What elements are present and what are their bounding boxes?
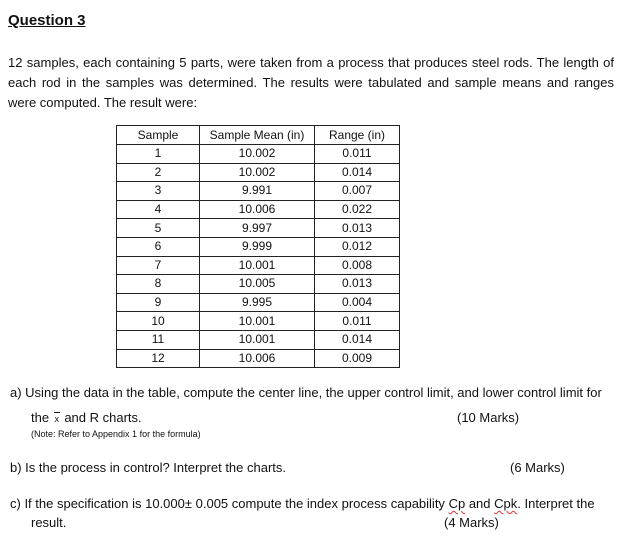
cell-sample-mean: 9.995 <box>200 293 315 312</box>
table-row <box>117 237 400 256</box>
cell-range: 0.011 <box>315 145 400 164</box>
cell-range: 0.022 <box>315 200 400 219</box>
cell-sample: 2 <box>117 163 200 182</box>
question-b-text: b) Is the process in control? Interpret the charts. <box>10 460 287 475</box>
question-a-suffix: and R charts. <box>64 410 142 425</box>
cell-sample: 10 <box>117 312 200 331</box>
cell-sample-mean: 10.001 <box>200 312 315 331</box>
cell-sample-mean: 10.006 <box>200 200 315 219</box>
question-title: Question 3 <box>8 12 86 29</box>
cell-range: 0.007 <box>315 182 400 201</box>
table-header-row <box>117 126 400 145</box>
cell-sample-mean: 10.001 <box>200 330 315 349</box>
question-c-marks: (4 Marks) <box>444 515 499 530</box>
table-row <box>117 256 400 275</box>
header-sample-mean: Sample Mean (in) <box>200 126 315 145</box>
question-c-text-b: . Interpret the <box>517 496 595 511</box>
question-c-text <box>10 496 595 511</box>
question-a-line2 <box>31 410 142 425</box>
cell-sample-mean: 10.001 <box>200 256 315 275</box>
cell-sample: 3 <box>117 182 200 201</box>
cell-sample-mean: 9.999 <box>200 237 315 256</box>
cell-sample-mean: 10.002 <box>200 145 315 164</box>
samples-table <box>116 125 400 368</box>
cell-sample: 9 <box>117 293 200 312</box>
cpk-term: Cpk <box>494 496 518 511</box>
question-c-and: and <box>468 496 491 511</box>
cell-sample: 5 <box>117 219 200 238</box>
cell-range: 0.011 <box>315 312 400 331</box>
question-c-text-a: c) If the specification is 10.000± 0.005 compute the index process capability <box>10 496 445 511</box>
table-row <box>117 312 400 331</box>
table-row <box>117 145 400 164</box>
table-row <box>117 163 400 182</box>
table-row <box>117 349 400 368</box>
table-row <box>117 219 400 238</box>
question-a-text: a) Using the data in the table, compute the center line, the upper control limit, and lower control limit for <box>10 385 602 400</box>
question-c-line2: result. <box>31 515 67 530</box>
table-row <box>117 330 400 349</box>
cell-sample: 4 <box>117 200 200 219</box>
cell-range: 0.014 <box>315 330 400 349</box>
cell-range: 0.013 <box>315 219 400 238</box>
cp-term: Cp <box>448 496 466 511</box>
cell-range: 0.014 <box>315 163 400 182</box>
cell-sample: 1 <box>117 145 200 164</box>
cell-sample: 7 <box>117 256 200 275</box>
table-row <box>117 275 400 294</box>
cell-sample-mean: 9.991 <box>200 182 315 201</box>
table-row <box>117 200 400 219</box>
question-intro: 12 samples, each containing 5 parts, were taken from a process that produces steel rods. The length of each rod in the samples was determined. The results were tabulated and sample means and ranges were computed. The result were: <box>8 55 614 110</box>
cell-sample: 11 <box>117 330 200 349</box>
cell-range: 0.009 <box>315 349 400 368</box>
table-row <box>117 293 400 312</box>
question-b-marks: (6 Marks) <box>510 460 565 475</box>
cell-range: 0.004 <box>315 293 400 312</box>
cell-sample: 6 <box>117 237 200 256</box>
cell-sample-mean: 10.005 <box>200 275 315 294</box>
table-body <box>117 145 400 368</box>
cell-sample: 12 <box>117 349 200 368</box>
cell-sample: 8 <box>117 275 200 294</box>
question-a-marks: (10 Marks) <box>457 410 520 425</box>
header-range: Range (in) <box>315 126 400 145</box>
table-row <box>117 182 400 201</box>
cell-range: 0.013 <box>315 275 400 294</box>
x-bar-symbol: x <box>54 414 59 424</box>
question-a-note: (Note: Refer to Appendix 1 for the formula) <box>31 429 201 439</box>
cell-range: 0.012 <box>315 237 400 256</box>
cell-range: 0.008 <box>315 256 400 275</box>
cell-sample-mean: 9.997 <box>200 219 315 238</box>
cell-sample-mean: 10.002 <box>200 163 315 182</box>
question-a-prefix: the <box>31 410 50 425</box>
cell-sample-mean: 10.006 <box>200 349 315 368</box>
header-sample: Sample <box>117 126 200 145</box>
